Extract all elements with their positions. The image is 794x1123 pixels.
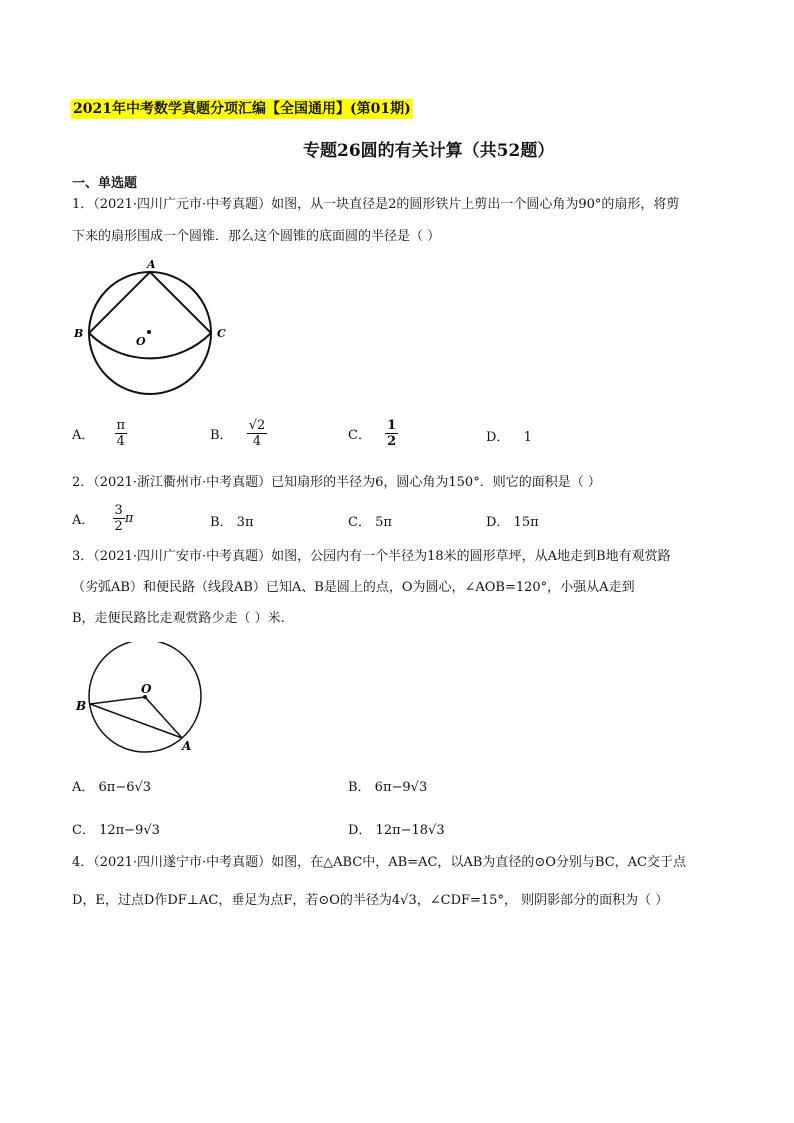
q3-label-a: A: [182, 739, 192, 753]
q1-option-b-num: √2: [248, 418, 266, 433]
q2-line1: 2．（2021·浙江衢州市·中考真题）已知扇形的半径为6，圆心角为150°．则它的面积是（ ）: [72, 475, 601, 490]
q2-option-d: D． 15π: [486, 515, 539, 530]
q1-option-d: [486, 426, 532, 445]
q2-option-a-letter: A．: [72, 513, 95, 528]
series-title: 2021年中考数学真题分项汇编【全国通用】(第01期): [73, 101, 411, 117]
q4-line2: D，E，过点D作DF⊥AC，垂足为点F，若⊙O的半径为4√3，∠CDF=15°， 则阴影部分的面积为（ ）: [72, 893, 669, 908]
q1-option-a-num: π: [116, 418, 126, 433]
q1-option-c-den: 2: [387, 434, 397, 449]
q1-option-b-den: 4: [252, 434, 262, 449]
q1-sector: [89, 272, 211, 358]
q1-label-b: B: [74, 327, 84, 340]
q1-option-b-letter: B．: [210, 428, 233, 443]
q1-option-b: [210, 418, 267, 449]
q3-line1: 3．（2021·四川广安市·中考真题）如图，公园内有一个半径为18米的圆形草坪，从A地走到B地有观赏路: [72, 549, 671, 564]
q1-option-a: [72, 418, 127, 449]
q3-figure: [70, 642, 210, 757]
q2-option-c: C． 5π: [348, 515, 392, 530]
q3-label-b: B: [76, 699, 87, 713]
q3-option-c: C． 12π−9√3: [72, 823, 160, 838]
q3-option-d: D． 12π−18√3: [348, 823, 445, 838]
q1-option-d-letter: D．: [486, 430, 510, 445]
q2-option-b: B． 3π: [210, 515, 254, 530]
q3-line2: （劣弧AB）和便民路（线段AB）已知A、B是圆上的点，O为圆心，∠AOB=120°，小强从A走到: [72, 580, 635, 595]
section-heading: 一、单选题: [72, 176, 138, 191]
q2-option-a-den: 2: [114, 519, 123, 534]
q1-option-c: [348, 418, 398, 449]
q1-option-d-value: 1: [523, 430, 532, 445]
q1-option-c-letter: C．: [348, 428, 371, 443]
q1-line2: 下来的扇形围成一个圆锥．那么这个圆锥的底面圆的半径是（ ）: [72, 229, 441, 244]
q2-option-a-num: 3: [114, 503, 123, 518]
q3-label-o: O: [141, 682, 152, 696]
q3-line3: B，走便民路比走观赏路少走（ ）米.: [72, 611, 285, 626]
q1-figure: [70, 255, 240, 400]
q2-option-a: [72, 503, 133, 534]
q2-option-a-pi: π: [124, 511, 134, 526]
q3-radius-ob: [90, 697, 145, 704]
q1-label-o: O: [136, 335, 146, 348]
q3-option-b: B． 6π−9√3: [348, 780, 428, 795]
q1-option-c-num: 1: [387, 418, 397, 433]
q4-line1: 4．（2021·四川遂宁市·中考真题）如图，在△ABC中，AB=AC，以AB为直径的⊙O分别与BC，AC交于点: [72, 855, 686, 870]
q1-label-a: A: [147, 258, 156, 271]
q1-option-a-letter: A．: [72, 428, 95, 443]
page-title: 专题26圆的有关计算（共52题）: [303, 141, 555, 161]
q1-center-dot: [147, 330, 151, 334]
q1-line1: 1．（2021·四川广元市·中考真题）如图，从一块直径是2的圆形铁片上剪出一个圆心角为90°的扇形，将剪: [72, 197, 680, 212]
q1-option-a-den: 4: [116, 434, 125, 449]
q1-label-c: C: [217, 327, 226, 340]
q3-option-a: A． 6π−6√3: [72, 780, 152, 795]
